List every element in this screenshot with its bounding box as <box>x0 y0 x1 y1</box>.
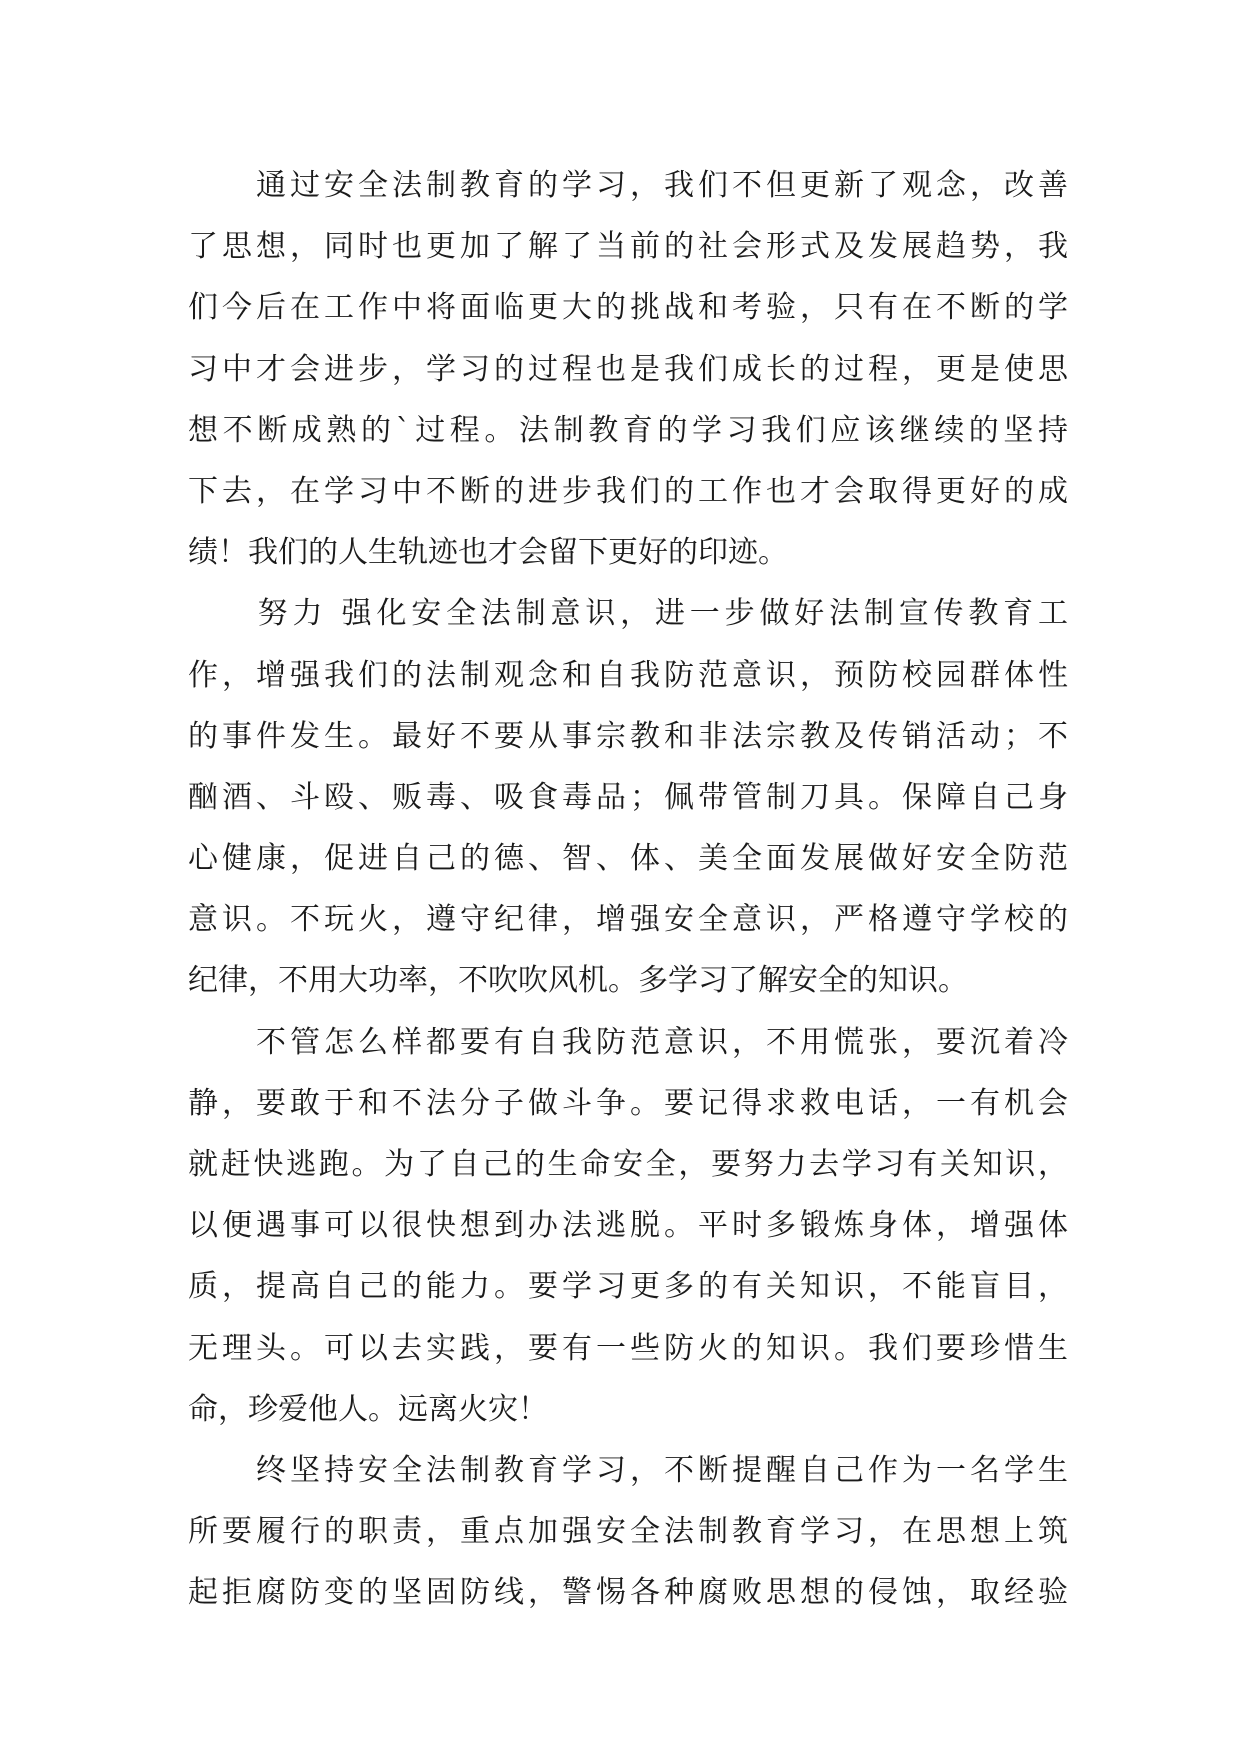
text-line: 努力 强化安全法制意识，进一步做好法制宣传教育工 <box>188 596 1068 632</box>
text-line: 质，提高自己的能力。要学习更多的有关知识，不能盲目， <box>188 1269 1068 1305</box>
text-line: 酗酒、斗殴、贩毒、吸食毒品；佩带管制刀具。保障自己身 <box>188 779 1068 815</box>
text-line: 想不断成熟的`过程。法制教育的学习我们应该继续的坚持 <box>188 412 1068 448</box>
text-line: 下去，在学习中不断的进步我们的工作也才会取得更好的成 <box>188 473 1068 509</box>
text-line: 就赶快逃跑。为了自己的生命安全，要努力去学习有关知识， <box>188 1147 1068 1182</box>
text-line: 命，珍爱他人。远离火灾！ <box>188 1391 548 1427</box>
paragraph <box>188 155 1068 583</box>
text-line: 绩！我们的人生轨迹也才会留下更好的印迹。 <box>188 535 788 571</box>
paragraph <box>188 1440 1068 1624</box>
text-line: 们今后在工作中将面临更大的挑战和考验，只有在不断的学 <box>188 290 1068 326</box>
text-line: 意识。不玩火，遵守纪律，增强安全意识，严格遵守学校的 <box>188 902 1068 938</box>
text-line: 不管怎么样都要有自我防范意识，不用慌张，要沉着冷 <box>188 1024 1068 1060</box>
text-line: 终坚持安全法制教育学习，不断提醒自己作为一名学生 <box>188 1452 1068 1488</box>
text-line: 所要履行的职责，重点加强安全法制教育学习，在思想上筑 <box>188 1514 1068 1550</box>
text-line: 的事件发生。最好不要从事宗教和非法宗教及传销活动；不 <box>188 718 1068 754</box>
text-line: 了思想，同时也更加了解了当前的社会形式及发展趋势，我 <box>188 229 1068 265</box>
text-line: 纪律，不用大功率，不吹吹风机。多学习了解安全的知识。 <box>188 963 968 999</box>
text-line: 无理头。可以去实践，要有一些防火的知识。我们要珍惜生 <box>188 1330 1068 1366</box>
text-line: 心健康，促进自己的德、智、体、美全面发展做好安全防范 <box>188 841 1068 877</box>
text-line: 通过安全法制教育的学习，我们不但更新了观念，改善 <box>188 168 1068 203</box>
text-line: 作，增强我们的法制观念和自我防范意识，预防校园群体性 <box>188 657 1068 693</box>
paragraph <box>188 1012 1068 1440</box>
text-line: 起拒腐防变的坚固防线，警惕各种腐败思想的侵蚀，取经验 <box>188 1575 1068 1611</box>
text-line: 静，要敢于和不法分子做斗争。要记得求救电话，一有机会 <box>188 1085 1068 1121</box>
text-line: 习中才会进步，学习的过程也是我们成长的过程，更是使思 <box>188 351 1068 387</box>
document-body <box>188 155 1068 1624</box>
text-line: 以便遇事可以很快想到办法逃脱。平时多锻炼身体，增强体 <box>188 1208 1068 1244</box>
paragraph <box>188 583 1068 1011</box>
